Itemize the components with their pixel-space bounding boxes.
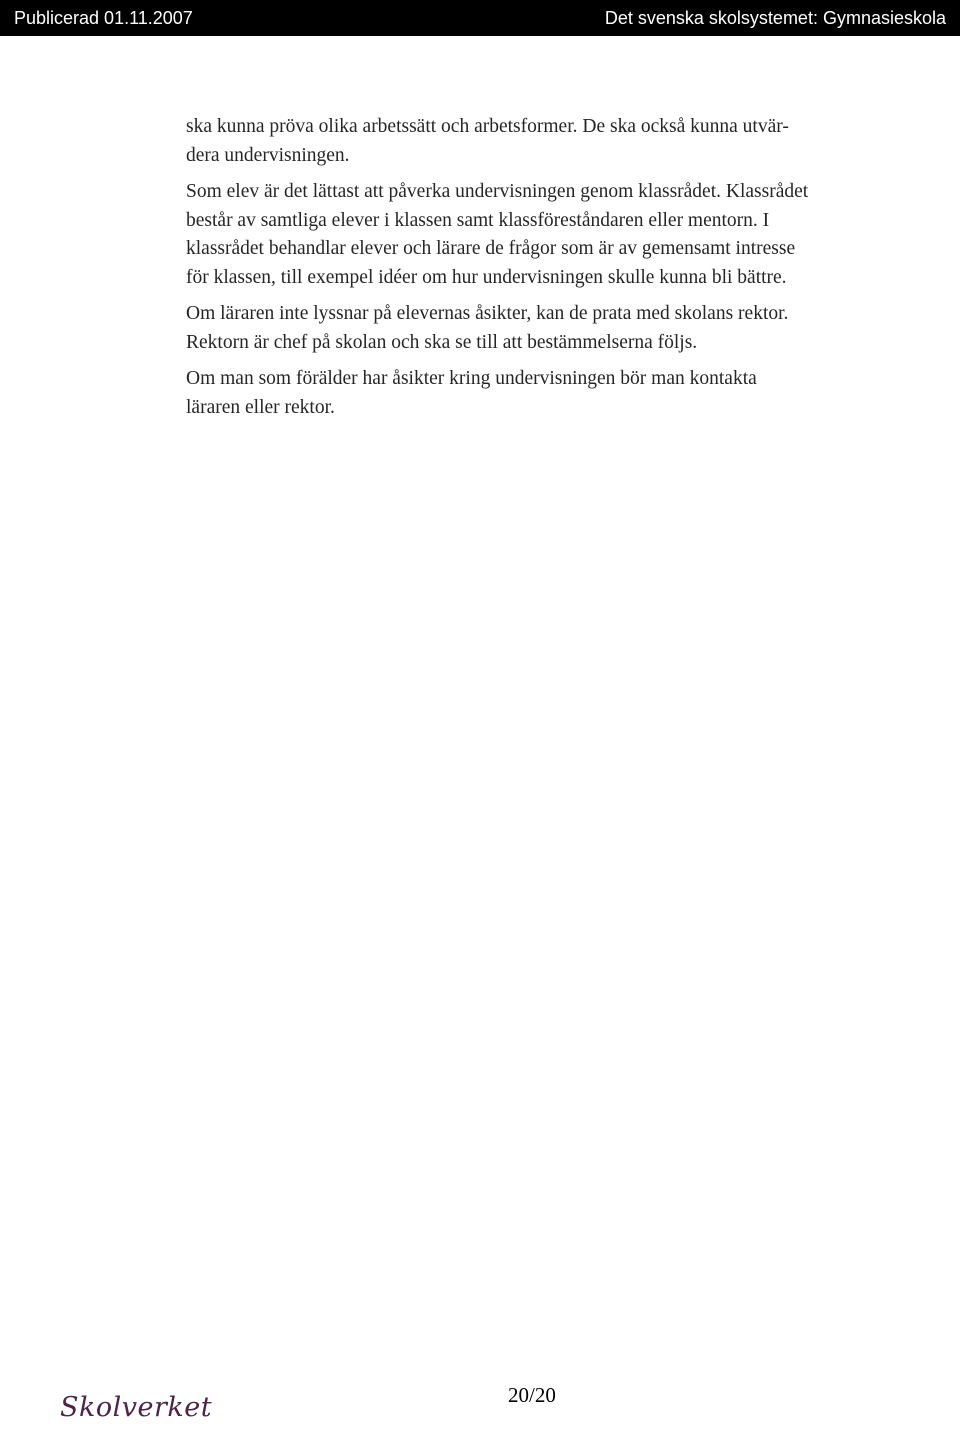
page-header <box>0 0 960 36</box>
text-line: för klassen, till exempel idéer om hur undervisningen skulle kunna bli bättre. <box>186 266 787 288</box>
text-line: består av samtliga elever i klassen samt klassföreståndaren eller mentorn. I <box>186 209 770 231</box>
paragraph <box>186 178 886 292</box>
skolverket-logo: Skolverket <box>60 1392 213 1423</box>
text-line: Om läraren inte lyssnar på elevernas åsikter, kan de prata med skolans rektor. <box>186 303 789 324</box>
text-line: dera undervisningen. <box>186 144 350 166</box>
page-number: 20/20 <box>508 1383 556 1407</box>
publication-date: Publicerad 01.11.2007 <box>14 8 193 28</box>
text-line: Om man som förälder har åsikter kring undervisningen bör man kontakta <box>186 368 757 389</box>
text-line: klassrådet behandlar elever och lärare de frågor som är av gemensamt intresse <box>186 238 796 259</box>
text-line: Som elev är det lättast att påverka undervisningen genom klassrådet. Klassrådet <box>186 181 809 202</box>
paragraph <box>186 365 886 422</box>
text-line: ska kunna pröva olika arbetssätt och arbetsformer. De ska också kunna utvär- <box>186 116 789 137</box>
body-text <box>186 113 886 430</box>
text-line: läraren eller rektor. <box>186 396 335 418</box>
paragraph <box>186 300 886 357</box>
document-title: Det svenska skolsystemet: Gymnasieskola <box>604 8 946 28</box>
paragraph <box>186 113 886 170</box>
text-line: Rektorn är chef på skolan och ska se till att bestämmelserna följs. <box>186 331 698 353</box>
